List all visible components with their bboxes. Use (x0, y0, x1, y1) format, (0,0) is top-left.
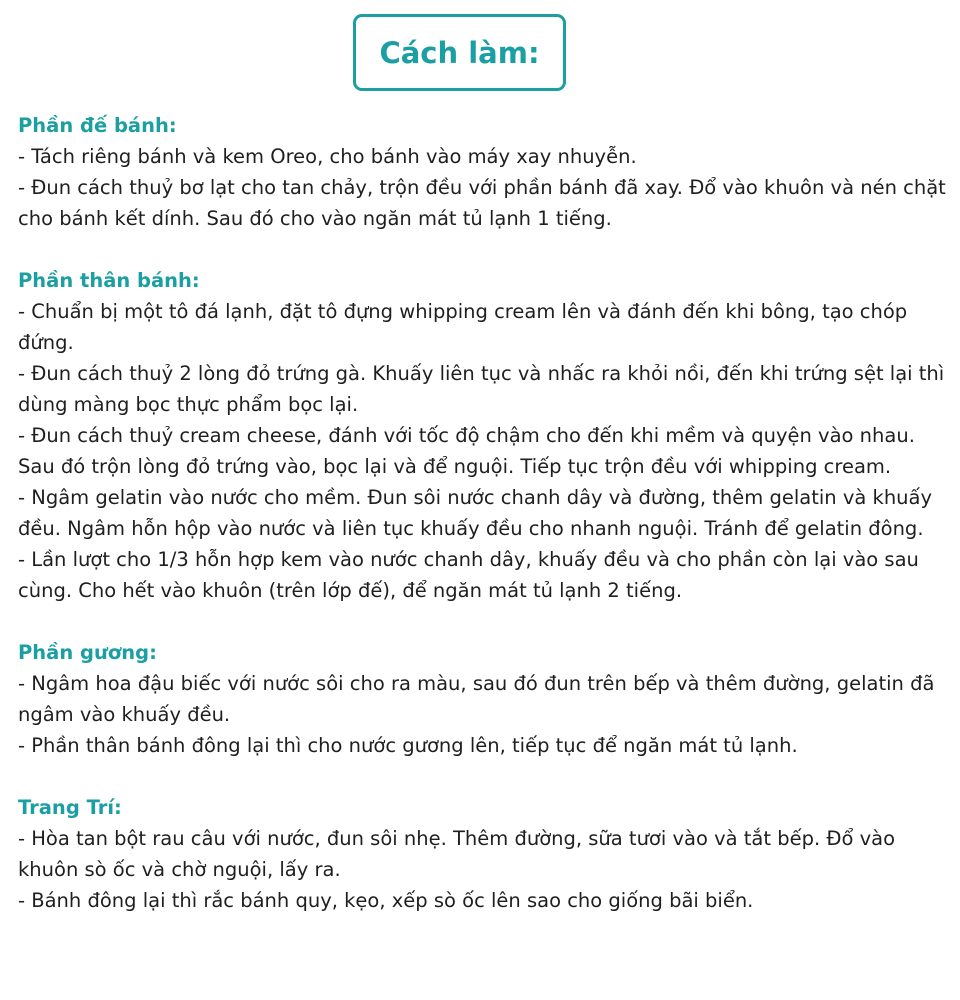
step-text: - Lần lượt cho 1/3 hỗn hợp kem vào nước chanh dây, khuấy đều và cho phần còn lại vào sau cùng. Cho hết vào khuôn (trên lớp đế), để ngăn mát tủ lạnh 2 tiếng. (18, 548, 919, 602)
step-text: - Ngâm hoa đậu biếc với nước sôi cho ra màu, sau đó đun trên bếp và thêm đường, gelatin đã ngâm vào khuấy đều. (18, 672, 935, 726)
section-heading: Phần gương: (18, 641, 157, 664)
step-text: - Ngâm gelatin vào nước cho mềm. Đun sôi nước chanh dây và đường, thêm gelatin và khuấy đều. Ngâm hỗn hộp vào nước và liên tục khuấy đều cho nhanh nguội. Tránh để gelatin đông. (18, 486, 933, 540)
step-text: - Đun cách thuỷ bơ lạt cho tan chảy, trộn đều với phần bánh đã xay. Đổ vào khuôn và nén chặt cho bánh kết dính. Sau đó cho vào ngăn mát tủ lạnh 1 tiếng. (18, 176, 946, 230)
section-heading: Phần đế bánh: (18, 114, 177, 137)
section-heading: Trang Trí: (18, 796, 122, 819)
section-heading: Phần thân bánh: (18, 269, 200, 292)
step-text: - Hòa tan bột rau câu với nước, đun sôi nhẹ. Thêm đường, sữa tươi vào và tắt bếp. Đổ vào khuôn sò ốc và chờ nguội, lấy ra. (18, 827, 896, 881)
section-mirror-glaze (18, 637, 948, 761)
step-text: - Phần thân bánh đông lại thì cho nước gương lên, tiếp tục để ngăn mát tủ lạnh. (18, 734, 798, 757)
page-title: Cách làm: (379, 35, 540, 70)
section-decoration (18, 792, 948, 916)
section-base (18, 110, 948, 234)
step-text: - Bánh đông lại thì rắc bánh quy, kẹo, xếp sò ốc lên sao cho giống bãi biển. (18, 889, 754, 912)
step-text: - Tách riêng bánh và kem Oreo, cho bánh vào máy xay nhuyễn. (18, 145, 637, 168)
section-body (18, 265, 948, 606)
title-box (353, 14, 566, 91)
step-text: - Đun cách thuỷ 2 lòng đỏ trứng gà. Khuấy liên tục và nhấc ra khỏi nồi, đến khi trứng sệt lại thì dùng màng bọc thực phẩm bọc lại. (18, 362, 945, 416)
step-text: - Đun cách thuỷ cream cheese, đánh với tốc độ chậm cho đến khi mềm và quyện vào nhau. Sau đó trộn lòng đỏ trứng vào, bọc lại và để nguội. Tiếp tục trộn đều với whipping cream. (18, 424, 915, 478)
recipe-steps (18, 110, 948, 947)
step-text: - Chuẩn bị một tô đá lạnh, đặt tô đựng whipping cream lên và đánh đến khi bông, tạo chóp đứng. (18, 300, 908, 354)
